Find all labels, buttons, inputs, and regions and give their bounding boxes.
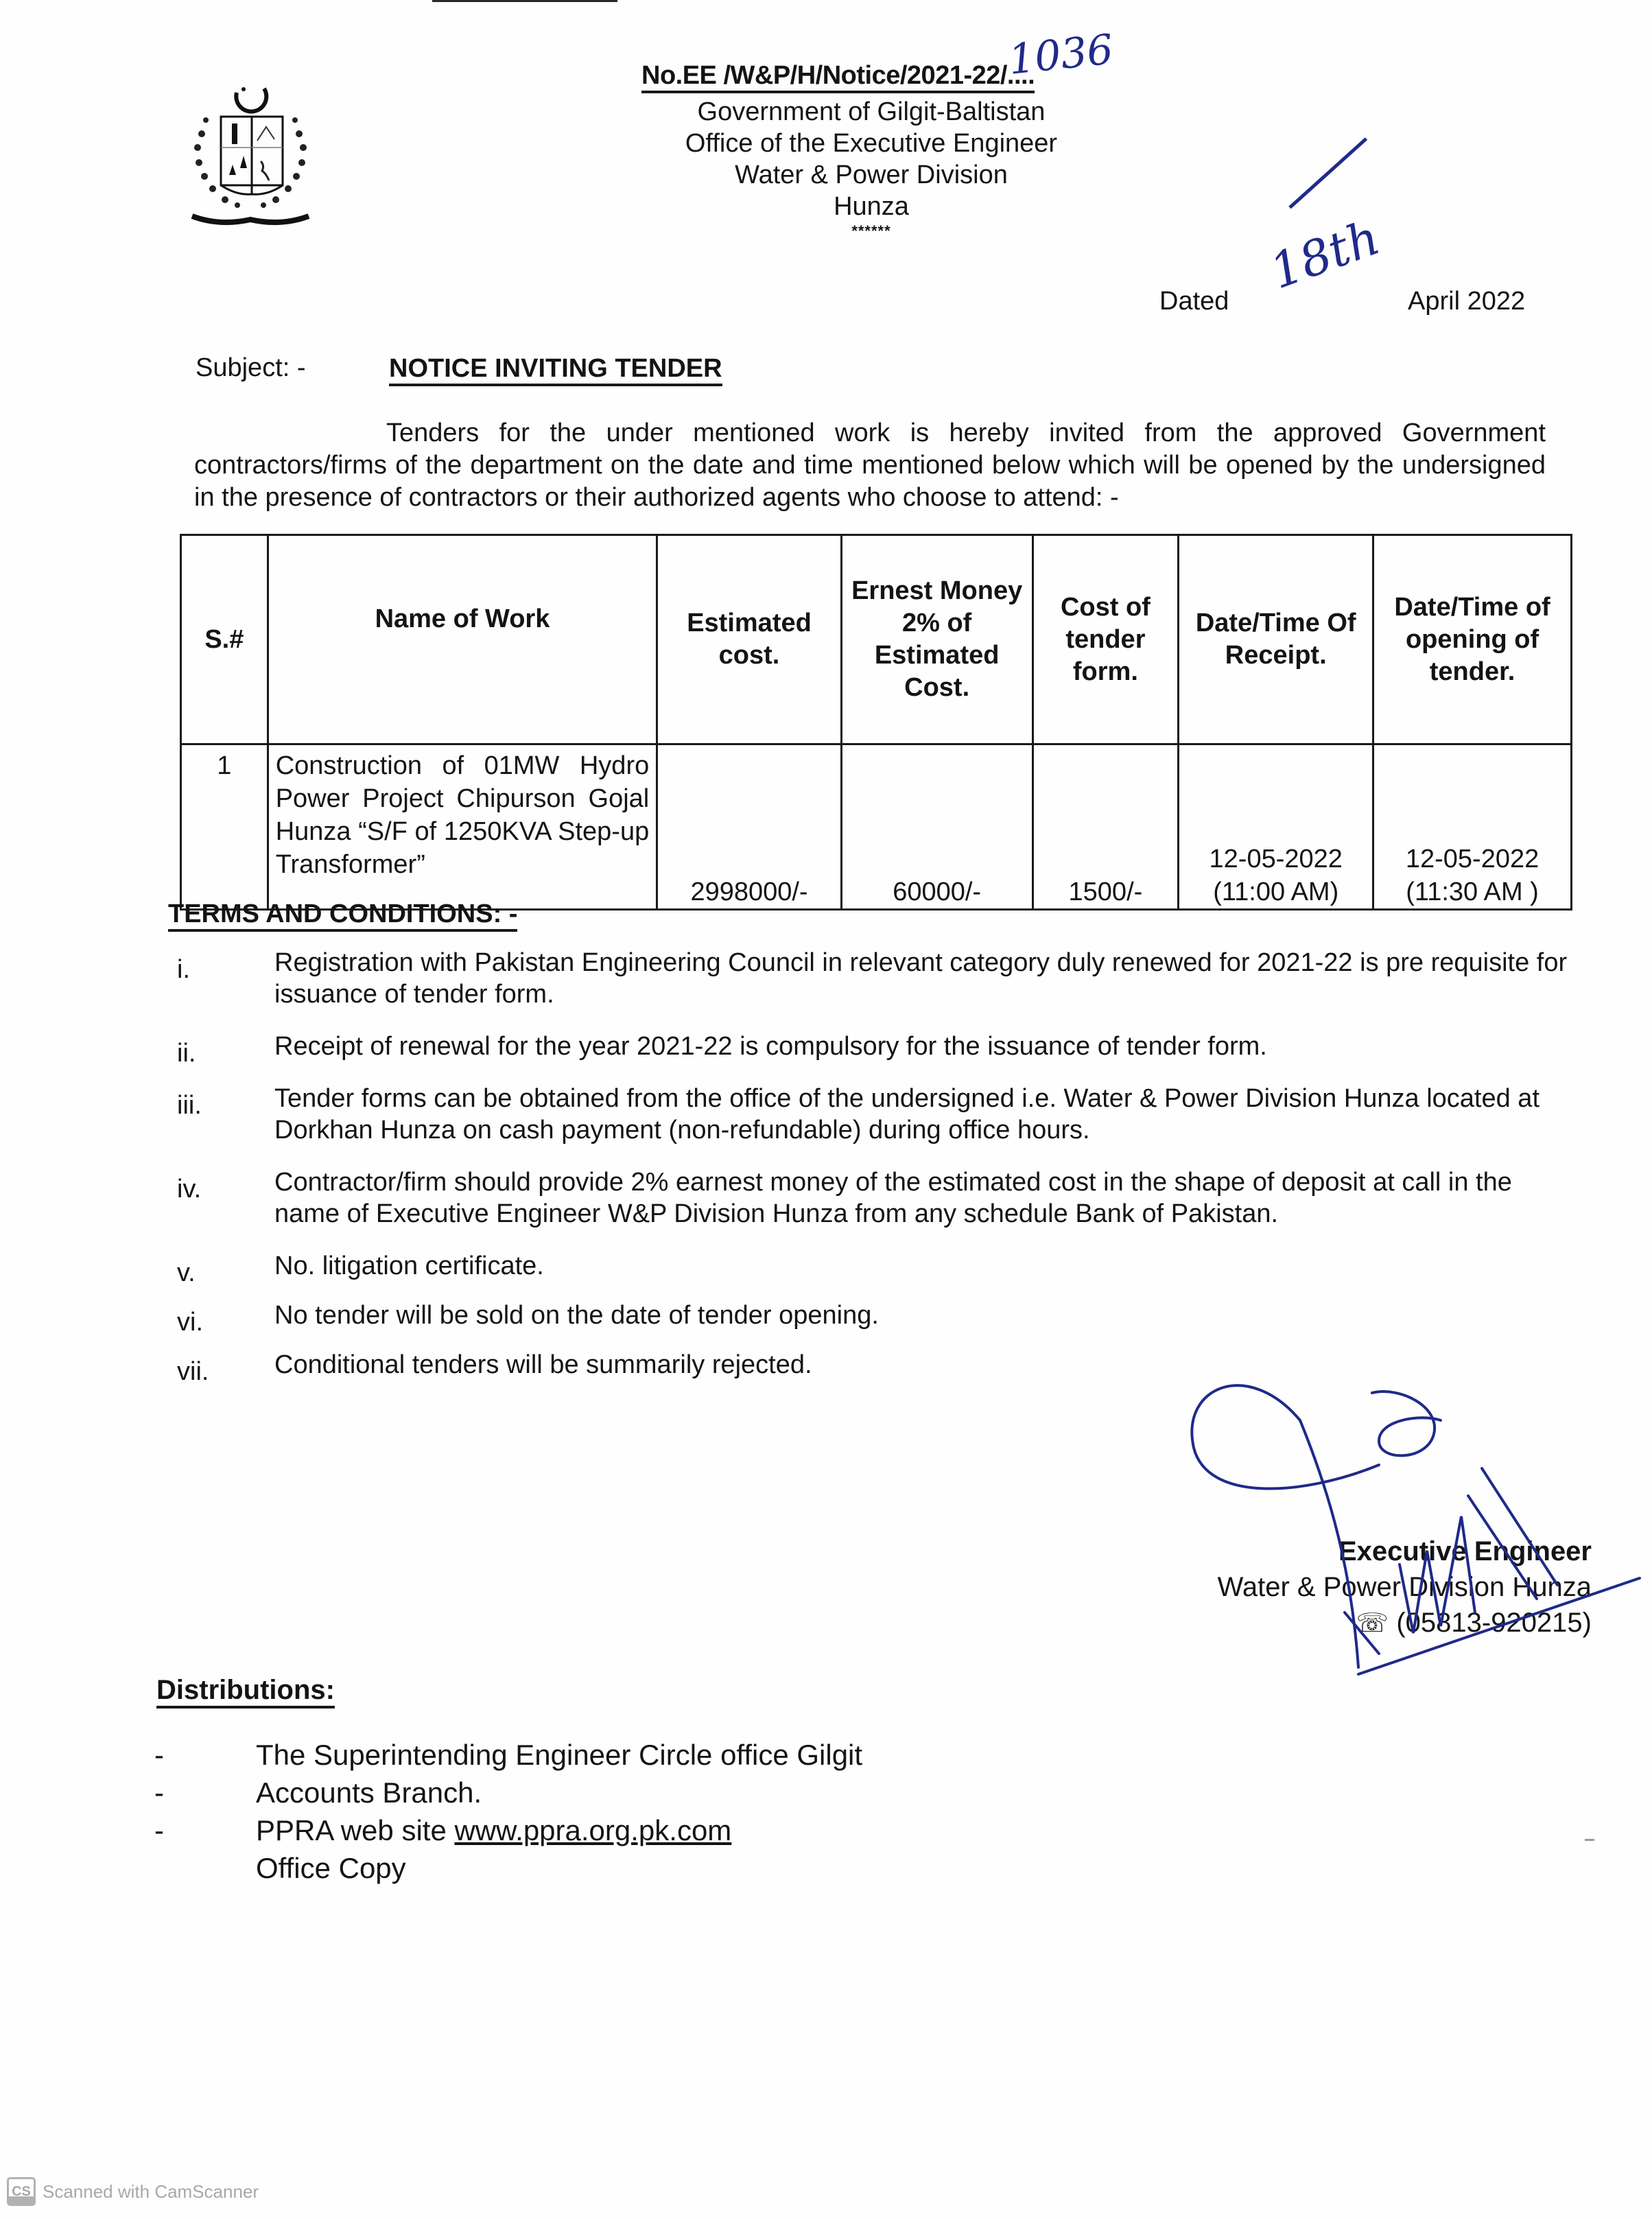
cell-tender-form-cost: 1500/- [1032,744,1179,910]
cell-estimated-cost: 2998000/- [657,744,842,910]
term-item [165,1166,1578,1230]
signatory-title: Executive Engineer [1338,1536,1592,1566]
term-text: Receipt of renewal for the year 2021-22 is compulsory for the issuance of tender form. [274,1032,1267,1061]
emblem-icon [172,79,329,237]
intro-paragraph: Tenders for the under mentioned work is hereby invited from the approved Government contractors/firms of the department on the date and time mentioned below which will be opened by the undersigned in the presence of contractors or their authorized agents who choose to attend: - [194,419,1546,512]
signatory-office: Water & Power Division Hunza [1217,1572,1592,1602]
header-receipt-datetime: Date/Time Of Receipt. [1179,535,1373,744]
subject-label: Subject: - [196,353,306,382]
header-tender-form-cost: Cost of tender form. [1032,535,1179,744]
handwritten-stroke [1288,137,1367,209]
watermark-text: Scanned with CamScanner [43,2181,259,2202]
distribution-item [154,1811,1183,1849]
cell-earnest-money: 60000/- [841,744,1032,910]
table-header-row [181,535,1572,744]
header-earnest-money: Ernest Money 2% of Estimated Cost. [841,535,1032,744]
distribution-item [154,1774,1183,1811]
term-text: Contractor/firm should provide 2% earnest money of the estimated cost in the shape of deposit at call in the name of Executive Engineer W&P Division Hunza from any schedule Bank of Pakistan. [274,1168,1512,1228]
header-name-of-work: Name of Work [268,535,657,744]
handwritten-day: 18th [1262,209,1387,301]
letterhead-line: Hunza [834,192,909,221]
term-number: ii. [177,1039,196,1068]
opening-date: 12-05-2022 [1405,845,1539,873]
cell-receipt-datetime [1179,744,1373,910]
receipt-date: 12-05-2022 [1209,845,1343,873]
term-number: v. [177,1258,196,1287]
terms-title: TERMS AND CONDITIONS: - [168,899,517,932]
table-row [181,744,1572,910]
term-item [165,1031,1578,1068]
term-text: Registration with Pakistan Engineering Council in relevant category duly renewed for 2021-22 is pre requisite for issuance of tender form. [274,948,1568,1009]
distribution-text: Office Copy [256,1852,406,1884]
bullet: - [154,1776,164,1809]
cell-name-of-work: Construction of 01MW Hydro Power Project Chipurson Gojal Hunza “S/F of 1250KVA Step-up Transformer” [268,744,657,910]
scan-edge-mark [432,0,617,2]
term-item [165,1250,1578,1287]
term-number: iv. [177,1175,202,1204]
tender-table [180,534,1572,911]
term-text: Tender forms can be obtained from the office of the undersigned i.e. Water & Power Division Hunza located at Dorkhan Hunza on cash payment (non-refundable) during office hours. [274,1084,1540,1144]
distribution-text-prefix: PPRA web site [256,1814,455,1846]
terms-list [165,947,1578,1400]
bullet: - [154,1814,164,1846]
term-text: No tender will be sold on the date of tender opening. [274,1301,879,1330]
camscanner-watermark [7,2177,259,2206]
letterhead-separator: ****** [851,222,891,239]
distribution-text: The Superintending Engineer Circle office Gilgit [256,1739,863,1771]
term-text: Conditional tenders will be summarily rejected. [274,1350,812,1379]
distribution-text [256,1811,731,1849]
header-serial: S.# [181,535,268,744]
term-number: i. [177,955,190,984]
term-item [165,1300,1578,1337]
term-item [165,947,1578,1010]
letterhead-line: Water & Power Division [735,161,1008,189]
distribution-title: Distributions: [156,1674,335,1709]
distribution-list [154,1736,1183,1887]
distribution-text: Accounts Branch. [256,1776,482,1809]
cell-opening-datetime [1373,744,1572,910]
header-estimated-cost: Estimated cost. [657,535,842,744]
term-number: vi. [177,1308,203,1337]
handwritten-signature [1153,1345,1647,1688]
camscanner-logo-icon: CS [7,2177,36,2206]
date-label: Dated [1159,287,1229,316]
header-opening-datetime: Date/Time of opening of tender. [1373,535,1572,744]
ppra-website-link[interactable]: www.ppra.org.pk.com [454,1814,732,1846]
letterhead [590,96,1153,240]
receipt-time: (11:00 AM) [1213,878,1339,906]
subject-text: NOTICE INVITING TENDER [389,353,722,386]
bullet: - [154,1739,164,1771]
term-number: vii. [177,1357,209,1386]
letterhead-line: Office of the Executive Engineer [685,129,1058,158]
phone-number: (05813-920215) [1396,1608,1592,1638]
term-number: iii. [177,1091,202,1120]
distribution-item [154,1736,1183,1774]
reference-number: No.EE /W&P/H/Notice/2021-22/.... [641,60,1035,93]
scan-artifact [1585,1839,1594,1841]
handwritten-reference: 1036 [1006,25,1116,84]
telephone-icon: ☏ [1356,1609,1389,1638]
term-text: No. litigation certificate. [274,1252,544,1280]
letterhead-line: Government of Gilgit-Baltistan [697,97,1046,126]
cell-serial: 1 [181,744,268,910]
opening-time: (11:30 AM ) [1406,878,1539,906]
date-month-year: April 2022 [1408,287,1526,316]
distribution-item [154,1849,1183,1887]
term-item [165,1083,1578,1146]
